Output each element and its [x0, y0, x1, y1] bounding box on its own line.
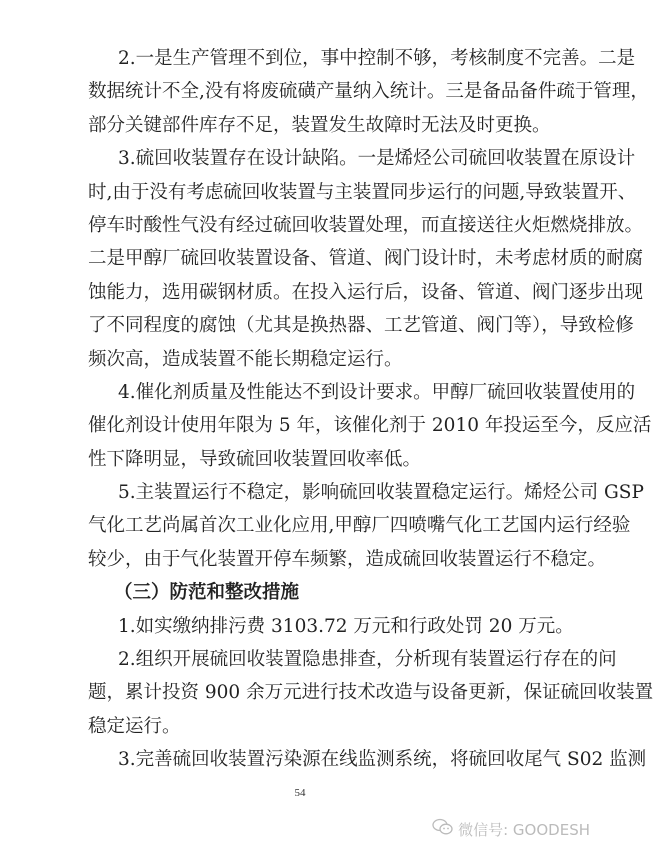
wechat-icon	[432, 818, 454, 841]
text-line: 蚀能力，选用碳钢材质。在投入运行后，设备、管道、阀门逐步出现	[88, 281, 644, 303]
watermark	[432, 818, 590, 841]
text-line: 二是甲醇厂硫回收装置设备、管道、阀门设计时，未考虑材质的耐腐	[88, 248, 644, 270]
document-body	[88, 42, 653, 777]
text-line: 5.主装置运行不稳定，影响硫回收装置稳定运行。烯烃公司 GSP	[118, 482, 644, 504]
text-line: 了不同程度的腐蚀（尤其是换热器、工艺管道、阀门等），导致检修	[88, 315, 634, 337]
text-line: 较少，由于气化装置开停车频繁，造成硫回收装置运行不稳定。	[88, 548, 607, 570]
text-line: 催化剂设计使用年限为 5 年，该催化剂于 2010 年投运至今，反应活	[88, 415, 652, 437]
page-number: 54	[294, 787, 306, 799]
text-line: 频次高，造成装置不能长期稳定运行。	[88, 348, 403, 370]
text-line: 数据统计不全,没有将废硫磺产量纳入统计。三是备品备件疏于管理，	[88, 81, 649, 103]
text-line: 题，累计投资 900 余万元进行技术改造与设备更新，保证硫回收装置	[88, 682, 653, 704]
text-line: 1.如实缴纳排污费 3103.72 万元和行政处罚 20 万元。	[118, 615, 574, 637]
text-line: 停车时酸性气没有经过硫回收装置处理，而直接送往火炬燃烧排放。	[88, 214, 644, 236]
text-line: 气化工艺尚属首次工业化应用,甲醇厂四喷嘴气化工艺国内运行经验	[88, 515, 631, 537]
text-line: 2.一是生产管理不到位，事中控制不够，考核制度不完善。二是	[118, 48, 636, 69]
text-line: 时,由于没有考虑硫回收装置与主装置同步运行的问题,导致装置开、	[88, 181, 637, 203]
text-line: 部分关键部件库存不足，装置发生故障时无法及时更换。	[88, 114, 551, 136]
text-line: 稳定运行。	[88, 715, 181, 737]
text-line: 2.组织开展硫回收装置隐患排查，分析现有装置运行存在的问	[118, 649, 617, 671]
text-line: 4.催化剂质量及性能达不到设计要求。甲醇厂硫回收装置使用的	[118, 381, 636, 403]
text-line: 3.硫回收装置存在设计缺陷。一是烯烃公司硫回收装置在原设计	[118, 148, 636, 170]
text-line: 3.完善硫回收装置污染源在线监测系统，将硫回收尾气 S02 监测	[118, 749, 647, 771]
section-heading: （三）防范和整改措施	[114, 582, 300, 604]
text-line: 性下降明显，导致硫回收装置回收率低。	[88, 448, 422, 470]
watermark-text: 微信号: GOODESH	[458, 820, 590, 839]
